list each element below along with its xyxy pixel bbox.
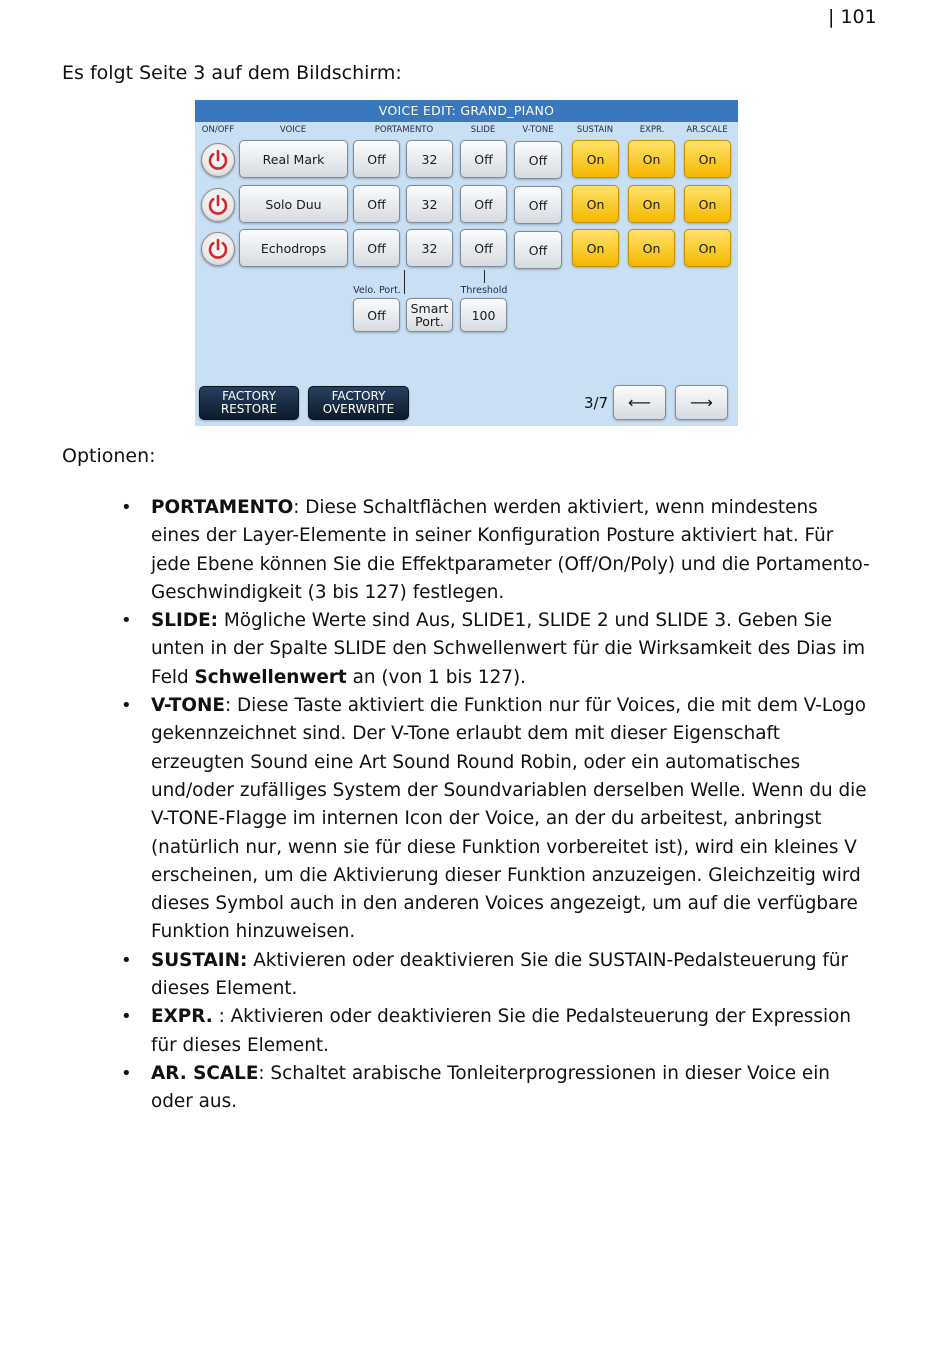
power-icon	[206, 193, 230, 217]
option-term: V-TONE	[151, 695, 225, 717]
expr-button-row-1[interactable]: On	[628, 140, 675, 178]
velo-port-label: Velo. Port.	[353, 285, 401, 296]
velo-port-button[interactable]: Off	[353, 298, 400, 332]
arrow-left-icon: ⟵	[628, 393, 651, 412]
page-indicator: 3/7	[584, 394, 609, 412]
portamento-speed-row-1[interactable]: 32	[406, 140, 453, 178]
threshold-button[interactable]: 100	[460, 298, 507, 332]
column-header-voice: VOICE	[279, 125, 307, 135]
option-arscale	[0, 1060, 871, 1117]
sustain-button-row-3[interactable]: On	[572, 229, 619, 267]
option-text: : Schaltet arabische Tonleiterprogressionen in dieser Voice ein oder aus.	[151, 1062, 830, 1113]
next-page-button[interactable]	[675, 385, 728, 420]
expr-button-row-2[interactable]: On	[628, 185, 675, 223]
voice-button-row-1[interactable]: Real Mark	[239, 140, 348, 178]
portamento-button-row-2[interactable]: Off	[353, 185, 400, 223]
column-header-vtone: V-TONE	[522, 125, 554, 135]
factory-restore-line2: RESTORE	[220, 402, 278, 416]
option-term: SLIDE:	[151, 610, 218, 632]
option-sustain	[0, 947, 871, 1004]
power-icon	[206, 148, 230, 172]
slide-button-row-3[interactable]: Off	[460, 229, 507, 267]
sustain-button-row-2[interactable]: On	[572, 185, 619, 223]
option-slide	[0, 607, 871, 692]
option-text-end: an (von 1 bis 127).	[346, 666, 527, 688]
factory-overwrite-line2: OVERWRITE	[322, 402, 395, 416]
factory-restore-button[interactable]	[199, 386, 299, 420]
option-term: SUSTAIN:	[151, 949, 248, 971]
voice-button-row-3[interactable]: Echodrops	[239, 229, 348, 267]
option-term: EXPR.	[151, 1006, 213, 1028]
option-term: PORTAMENTO	[151, 497, 294, 518]
arscale-button-row-3[interactable]: On	[684, 229, 731, 267]
vtone-button-row-2[interactable]: Off	[514, 186, 562, 224]
power-button-row-2[interactable]	[201, 188, 235, 222]
option-text: Mögliche Werte sind Aus, SLIDE1, SLIDE 2 und SLIDE 3. Geben Sie unten in der Spalte SLIDE den Schwellenwert für die Wirksamkeit des Dias im Feld	[151, 610, 866, 688]
options-heading: Optionen:	[62, 445, 156, 467]
option-term: AR. SCALE	[151, 1062, 259, 1084]
smart-port-label-line2: Port.	[415, 314, 444, 329]
sustain-button-row-1[interactable]: On	[572, 140, 619, 178]
factory-overwrite-button[interactable]	[308, 386, 409, 420]
factory-overwrite-line1: FACTORY	[331, 389, 386, 403]
option-expr	[0, 1003, 871, 1060]
velo-port-connector	[404, 270, 405, 294]
column-header-expr: EXPR.	[639, 125, 665, 135]
page-number: | 101	[828, 6, 877, 28]
power-button-row-1[interactable]	[201, 143, 235, 177]
voice-button-row-2[interactable]: Solo Duu	[239, 185, 348, 223]
slide-button-row-1[interactable]: Off	[460, 140, 507, 178]
smart-port-label-line1: Smart	[410, 301, 449, 316]
arrow-right-icon: ⟶	[690, 393, 713, 412]
portamento-speed-row-2[interactable]: 32	[406, 185, 453, 223]
options-list	[0, 494, 950, 1117]
column-header-onoff: ON/OFF	[201, 125, 235, 135]
column-header-arscale: AR.SCALE	[686, 125, 728, 135]
power-button-row-3[interactable]	[201, 232, 235, 266]
power-icon	[206, 237, 230, 261]
option-text: : Aktivieren oder deaktivieren Sie die Pedalsteuerung der Expression für dieses Element.	[151, 1006, 851, 1056]
portamento-speed-row-3[interactable]: 32	[406, 229, 453, 267]
column-header-portamento: PORTAMENTO	[374, 125, 434, 135]
vtone-button-row-1[interactable]: Off	[514, 141, 562, 179]
vtone-button-row-3[interactable]: Off	[514, 231, 562, 269]
portamento-button-row-3[interactable]: Off	[353, 229, 400, 267]
option-text: : Diese Schaltflächen werden aktiviert, wenn mindestens eines der Layer-Elemente in seiner Konfiguration Posture aktiviert hat. Für jede Ebene können Sie die Effektparameter (Off/On/Poly) und die Portamento-Geschwindigkeit (3 bis 127) festlegen.	[151, 497, 870, 603]
column-header-sustain: SUSTAIN	[576, 125, 614, 135]
arscale-button-row-1[interactable]: On	[684, 140, 731, 178]
arscale-button-row-2[interactable]: On	[684, 185, 731, 223]
slide-button-row-2[interactable]: Off	[460, 185, 507, 223]
option-text: Aktivieren oder deaktivieren Sie die SUSTAIN-Pedalsteuerung für dieses Element.	[151, 949, 849, 1000]
screen-title: VOICE EDIT: GRAND_PIANO	[195, 100, 738, 122]
factory-restore-line1: FACTORY	[222, 389, 276, 403]
expr-button-row-3[interactable]: On	[628, 229, 675, 267]
option-portamento	[0, 494, 871, 607]
column-header-slide: SLIDE	[470, 125, 496, 135]
threshold-connector	[484, 270, 485, 283]
threshold-label: Threshold	[460, 285, 508, 296]
smart-port-button[interactable]	[406, 298, 453, 332]
voice-edit-screen	[195, 100, 738, 426]
option-term-threshold: Schwellenwert	[194, 666, 347, 688]
portamento-button-row-1[interactable]: Off	[353, 140, 400, 178]
prev-page-button[interactable]	[613, 385, 666, 420]
option-vtone	[0, 692, 871, 947]
intro-text: Es folgt Seite 3 auf dem Bildschirm:	[62, 62, 402, 84]
option-text: : Diese Taste aktiviert die Funktion nur für Voices, die mit dem V-Logo gekennzeichnet sind. Der V-Tone erlaubt dem mit dieser Eigenschaft erzeugten Sound eine Art Sound Round Robin, oder ein automatisches und/oder zufälliges System der Soundvariablen derselben Welle. Wenn du die V-TONE-Flagge im internen Icon der Voice, an der du arbeitest, anbringst (natürlich nur, wenn sie für diese Funktion vorbereitet ist), wird ein kleines V erscheinen, um die Aktivierung dieser Funktion anzuzeigen. Gleichzeitig wird dieses Symbol auch in den anderen Voices angezeigt, um auf die verfügbare Funktion hinzuweisen.	[151, 695, 867, 943]
